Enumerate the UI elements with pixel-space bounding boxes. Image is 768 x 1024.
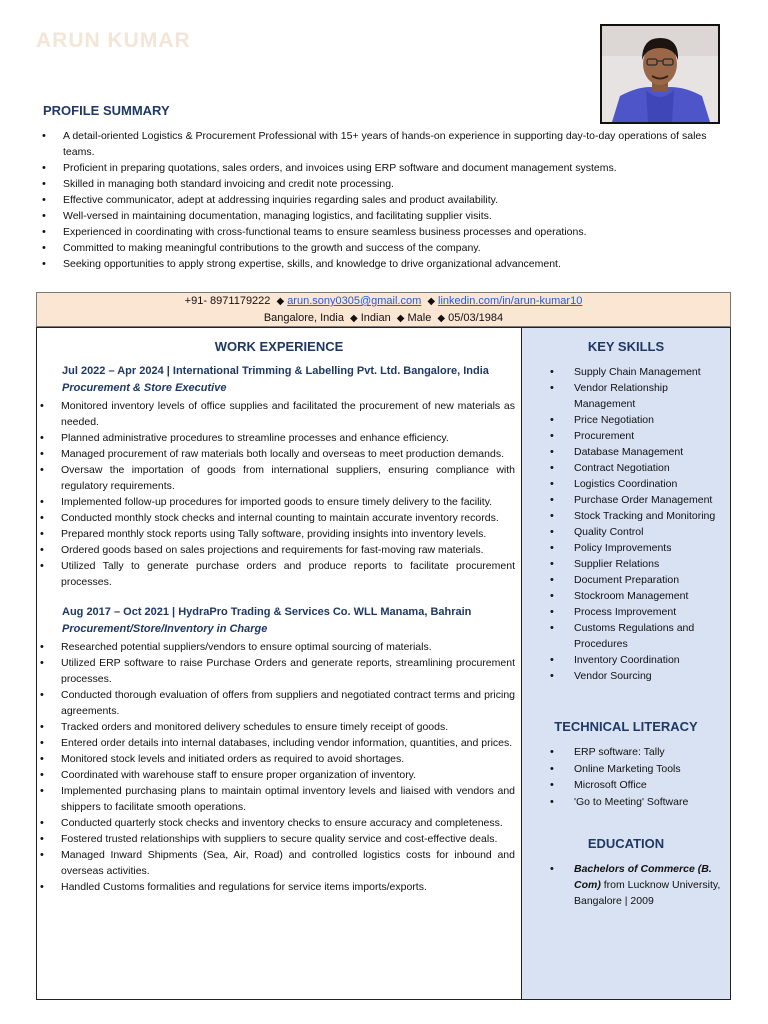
profile-summary-item: • Skilled in managing both standard invoicing and credit note processing. [39, 176, 729, 192]
contact-bar [36, 292, 731, 327]
skill-item: • Purchase Order Management [547, 492, 727, 508]
job-2-heading: Aug 2017 – Oct 2021 | HydraPro Trading & Services Co. WLL Manama, Bahrain [62, 606, 472, 618]
job-duty-item: • Utilized ERP software to raise Purchase Orders and generate reports, streamlining procurement processes. [37, 655, 515, 687]
location: Bangalore, India [263, 312, 344, 324]
job-duty-item: • Coordinated with warehouse staff to ensure proper organization of inventory. [37, 767, 515, 783]
gender: Male [407, 312, 432, 324]
profile-summary-item: • Seeking opportunities to apply strong expertise, skills, and knowledge to drive organizational advancement. [39, 256, 729, 272]
phone-number: +91- 8971179222 [184, 295, 271, 307]
contact-line-1 [37, 293, 730, 310]
skill-item: • Supplier Relations [547, 556, 727, 572]
skill-item: • Database Management [547, 444, 727, 460]
skill-item: • Quality Control [547, 524, 727, 540]
profile-photo [600, 24, 720, 124]
skill-item: • Document Preparation [547, 572, 727, 588]
job-duty-item: • Implemented follow-up procedures for imported goods to ensure timely delivery to the facility. [37, 494, 515, 510]
nationality: Indian [360, 312, 391, 324]
job-duty-item: • Conducted monthly stock checks and internal counting to maintain accurate inventory records. [37, 510, 515, 526]
job-1-role: Procurement & Store Executive [62, 382, 227, 394]
separator-icon: ◆ [396, 313, 405, 324]
job-duty-item: • Planned administrative procedures to streamline processes and enhance efficiency. [37, 430, 515, 446]
job-1-heading: Jul 2022 – Apr 2024 | International Trimming & Labelling Pvt. Ltd. Bangalore, India [62, 365, 489, 377]
profile-summary-item: • Proficient in preparing quotations, sales orders, and invoices using ERP software and document management systems. [39, 160, 729, 176]
separator-icon: ◆ [276, 296, 285, 307]
job-duty-item: • Monitored inventory levels of office supplies and facilitated the procurement of new materials as needed. [37, 398, 515, 430]
sidebar-column [521, 328, 730, 999]
job-duty-item: • Conducted quarterly stock checks and inventory checks to ensure accuracy and completeness. [37, 815, 515, 831]
skill-item: • Contract Negotiation [547, 460, 727, 476]
profile-summary-item: • A detail-oriented Logistics & Procurement Professional with 15+ years of hands-on experience in supporting day-to-day operations of sales teams. [39, 128, 729, 160]
profile-summary-item: • Committed to making meaningful contributions to the growth and success of the company. [39, 240, 729, 256]
job-duty-item: • Oversaw the importation of goods from international suppliers, ensuring compliance with regulatory requirements. [37, 462, 515, 494]
profile-summary-item: • Experienced in coordinating with cross-functional teams to ensure seamless business processes and operations. [39, 224, 729, 240]
separator-icon: ◆ [350, 313, 358, 324]
profile-summary-list [39, 128, 729, 272]
education-list [547, 861, 727, 909]
skill-item: • Process Improvement [547, 604, 727, 620]
job-duty-item: • Prepared monthly stock reports using Tally software, providing insights into inventory levels. [37, 526, 515, 542]
candidate-name: ARUN KUMAR [36, 29, 191, 52]
contact-line-2 [37, 310, 730, 327]
profile-summary-item: • Well-versed in maintaining documentation, managing logistics, and facilitating supplier visits. [39, 208, 729, 224]
profile-summary-item: • Effective communicator, adept at addressing inquiries regarding sales and product availability. [39, 192, 729, 208]
skill-item: • Supply Chain Management [547, 364, 727, 380]
separator-icon: ◆ [437, 313, 446, 324]
education-heading: EDUCATION [587, 836, 665, 851]
job-duty-item: • Utilized Tally to generate purchase orders and produce reports to facilitate procurement processes. [37, 558, 515, 590]
job-duty-item: • Managed procurement of raw materials both locally and overseas to meet production demands. [37, 446, 515, 462]
skill-item: • Vendor Relationship Management [547, 380, 727, 412]
technical-literacy-list [547, 744, 727, 810]
job-duty-item: • Implemented purchasing plans to maintain optimal inventory levels and liaised with vendors and shippers to facilitate smooth operations. [37, 783, 515, 815]
job-duty-item: • Entered order details into internal databases, including vendor information, quantities, and prices. [37, 735, 515, 751]
job-duty-item: • Tracked orders and monitored delivery schedules to ensure timely receipt of goods. [37, 719, 515, 735]
key-skills-heading: KEY SKILLS [587, 339, 665, 354]
email-link[interactable]: arun.sony0305@gmail.com [287, 295, 422, 307]
skill-item: • Price Negotiation [547, 412, 727, 428]
key-skills-list [547, 364, 727, 684]
separator-icon: ◆ [427, 296, 436, 307]
skill-item: • Stock Tracking and Monitoring [547, 508, 727, 524]
skill-item: • Procurement [547, 428, 727, 444]
skill-item: • Vendor Sourcing [547, 668, 727, 684]
job-duty-item: • Fostered trusted relationships with suppliers to secure quality service and cost-effective deals. [37, 831, 515, 847]
job-duty-item: • Ordered goods based on sales projections and requirements for fast-moving raw materials. [37, 542, 515, 558]
profile-summary-heading: PROFILE SUMMARY [43, 103, 170, 118]
work-experience-heading: WORK EXPERIENCE [214, 339, 344, 354]
job-duty-item: • Handled Customs formalities and regulations for service items imports/exports. [37, 879, 515, 895]
technical-skill-item: • Microsoft Office [547, 777, 727, 794]
job-1-duties [37, 398, 515, 590]
skill-item: • Inventory Coordination [547, 652, 727, 668]
technical-skill-item: • Online Marketing Tools [547, 761, 727, 778]
work-experience-column [37, 328, 521, 999]
education-item [547, 861, 727, 909]
technical-skill-item: • 'Go to Meeting' Software [547, 794, 727, 811]
job-duty-item: • Managed Inward Shipments (Sea, Air, Road) and controlled logistics costs for inbound and overseas activities. [37, 847, 515, 879]
technical-skill-item: • ERP software: Tally [547, 744, 727, 761]
degree-name: Bachelors of Commerce (B. Com) [574, 863, 712, 891]
skill-item: • Stockroom Management [547, 588, 727, 604]
technical-literacy-heading: TECHNICAL LITERACY [554, 719, 698, 734]
skill-item: • Customs Regulations and Procedures [547, 620, 727, 652]
skill-item: • Policy Improvements [547, 540, 727, 556]
degree-details: from Lucknow University, Bangalore | 2009 [574, 879, 721, 907]
job-2-role: Procurement/Store/Inventory in Charge [62, 623, 268, 635]
main-content-box [36, 327, 731, 1000]
job-duty-item: • Researched potential suppliers/vendors to ensure optimal sourcing of materials. [37, 639, 515, 655]
job-2-duties [37, 639, 515, 895]
linkedin-link[interactable]: linkedin.com/in/arun-kumar10 [438, 295, 583, 307]
job-duty-item: • Monitored stock levels and initiated orders as required to avoid shortages. [37, 751, 515, 767]
date-of-birth: 05/03/1984 [448, 312, 504, 324]
skill-item: • Logistics Coordination [547, 476, 727, 492]
job-duty-item: • Conducted thorough evaluation of offers from suppliers and negotiated contract terms and pricing agreements. [37, 687, 515, 719]
